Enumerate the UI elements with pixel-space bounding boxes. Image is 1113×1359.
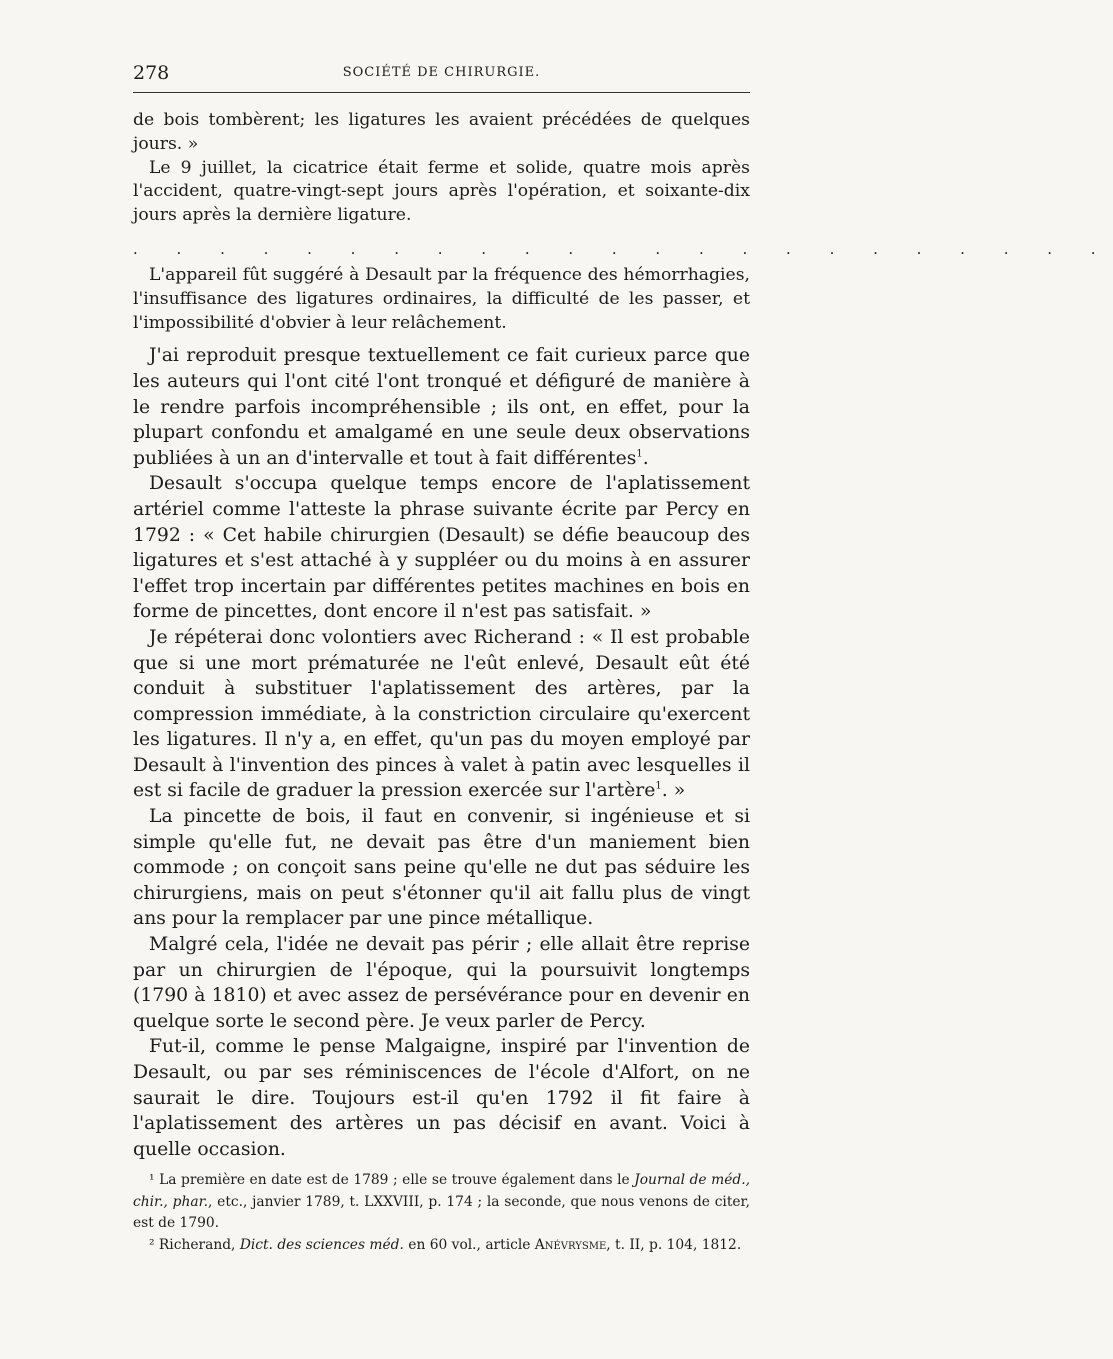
paragraph-malgre: Malgré cela, l'idée ne devait pas périr ; elle allait être reprise par un chirurgien de l'époque, qui la poursuivit longtemps (1790 à 1810) et avec assez de persévérance pour en devenir en quelque sorte le second père. Je veux parler de Percy.: [133, 934, 750, 1032]
paragraph-reproduit-tail: .: [642, 447, 649, 469]
footnote-ref: 1: [636, 448, 643, 460]
footnote-mark: ¹: [149, 1172, 155, 1189]
paragraph-fut-il: Fut-il, comme le pense Malgaigne, inspiré par l'invention de Desault, ou par ses réminiscences de l'école d'Alfort, on ne saurait le dire. Toujours est-il qu'en 1792 il fit faire à l'aplatissement des artères un pas décisif en avant. Voici à quelle occasion.: [133, 1036, 750, 1160]
footnote-2-article: Anévrysme: [534, 1236, 607, 1253]
page-header: [133, 58, 750, 93]
page-number: 278: [133, 62, 170, 84]
footnote-1: [133, 1170, 750, 1234]
paragraph-desault-occupa: Desault s'occupa quelque temps encore de l'aplatissement artériel comme l'atteste la phrase suivante écrite par Percy en 1792 : « Cet habile chirurgien (Desault) se défie beaucoup des ligatures et s'est attaché à y suppléer ou du moins à en assurer l'effet trop incertain par différentes petites machines en bois en forme de pincettes, dont encore il n'est pas satisfait. »: [133, 473, 750, 623]
footnote-2: [133, 1235, 750, 1256]
paragraph-appareil: L'appareil fût suggéré à Desault par la fréquence des hémorrhagies, l'insuffisance des ligatures ordinaires, la difficulté de les passer, et l'impossibilité d'obvier à leur relâchement.: [133, 264, 750, 333]
paragraph-reproduit-text: J'ai reproduit presque textuellement ce fait curieux parce que les auteurs qui l'ont cité l'ont tronqué et défiguré de manière à le rendre parfois incompréhensible ; ils ont, en effet, pour la plupart confondu et amalgamé en une seule deux observations publiées à un an d'intervalle et tout à fait différentes: [133, 345, 750, 469]
paragraph-richerand-tail: . »: [661, 780, 686, 802]
footnote-2-dict-title: Dict. des sciences méd.: [239, 1236, 404, 1253]
paragraph-richerand-quote: [133, 625, 750, 804]
body-text: [133, 109, 1113, 1162]
footnote-1-text-c: , etc., janvier 1789, t. LXXVIII, p. 174 ; la seconde, que nous venons de citer, est de 1790.: [133, 1193, 751, 1232]
footnote-2-text-c: en 60 vol., article: [403, 1236, 535, 1253]
paragraph-richerand-text: Je répéterai donc volontiers avec Richerand : « Il est probable que si une mort prématurée ne l'eût enlevé, Desault eût été conduit à substituer l'aplatissement des artères, par la compression immédiate, à la constriction circulaire qu'exercent les ligatures. Il n'y a, en effet, qu'un pas du moyen employé par Desault à l'invention des pinces à valet à patin avec lesquelles il est si facile de graduer la pression exercée sur l'artère: [133, 626, 750, 802]
footnote-2-text-a: Richerand,: [154, 1236, 240, 1253]
footnote-1-journal-title: Journal de méd., chir., phar.: [133, 1172, 750, 1210]
ellipsis-divider: . . . . . . . . . . . . . . . . . . . . . . .: [133, 239, 1113, 258]
footnote-ref: 1: [655, 781, 662, 793]
paragraph-july-9: Le 9 juillet, la cicatrice était ferme et solide, quatre mois après l'accident, quatre-vingt-sept jours après l'opération, et soixante-dix jours après la dernière ligature.: [133, 157, 750, 226]
paragraph-continuation: de bois tombèrent; les ligatures les avaient précédées de quelques jours. »: [133, 110, 750, 154]
running-head: SOCIÉTÉ DE CHIRURGIE.: [342, 65, 541, 80]
paragraph-pincette: La pincette de bois, il faut en convenir, si ingénieuse et si simple qu'elle fut, ne devait pas être d'un maniement bien commode ; on conçoit sans peine qu'elle ne dut pas séduire les chirurgiens, mais on peut s'étonner qu'il ait fallu plus de vingt ans pour la remplacer par une pince métallique.: [133, 806, 750, 930]
footnote-1-text-a: La première en date est de 1789 ; elle se trouve également dans le: [154, 1172, 635, 1189]
footnotes: [133, 1170, 750, 1256]
footnote-mark: ²: [149, 1236, 155, 1253]
footnote-2-text-e: , t. II, p. 104, 1812.: [606, 1236, 742, 1253]
paragraph-reproduit: [133, 343, 750, 471]
book-page: [133, 58, 1113, 1256]
